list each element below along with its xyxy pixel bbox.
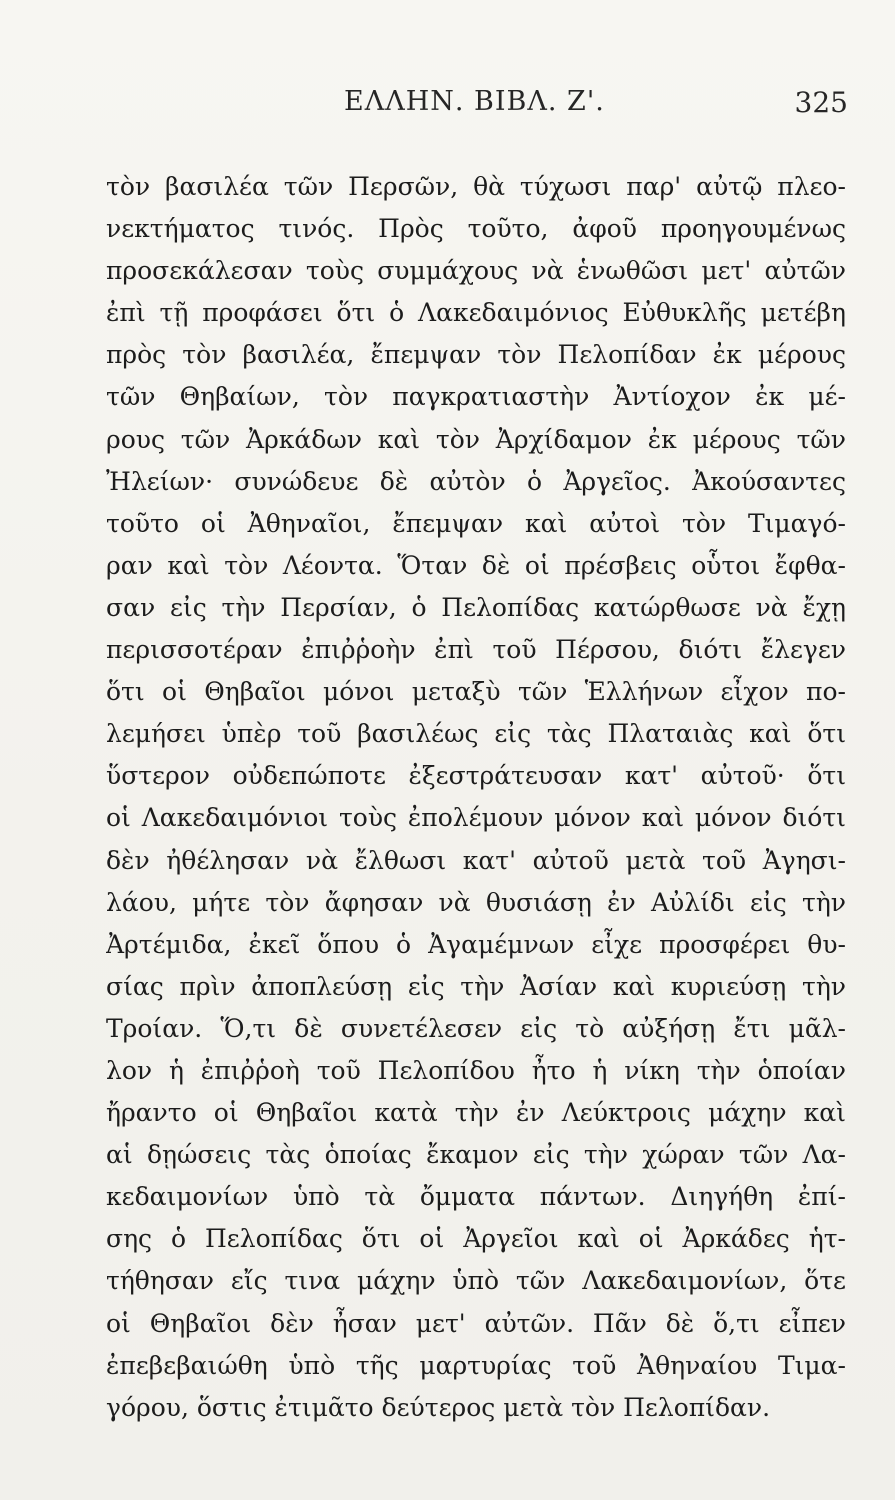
text-line: κεδαιμονίων ὑπὸ τὰ ὄμματα πάντων. Διηγήθη ἐπί- [106, 1182, 846, 1212]
text-line: λάου, μήτε τὸν ἄφησαν νὰ θυσιάσῃ ἐν Αὐλίδι εἰς τὴν [106, 887, 846, 917]
text-line: λεμήσει ὑπὲρ τοῦ βασιλέως εἰς τὰς Πλαταιὰς καὶ ὅτι [106, 719, 846, 749]
text-line: Ἠλείων· συνώδευε δὲ αὐτὸν ὁ Ἀργεῖος. Ἀκούσαντες [106, 466, 846, 496]
text-line: ἐπεβεβαιώθη ὑπὸ τῆς μαρτυρίας τοῦ Ἀθηναίου Τιμα- [106, 1350, 846, 1380]
text-line: σίας πρὶν ἀποπλεύσῃ εἰς τὴν Ἀσίαν καὶ κυριεύσῃ τὴν [106, 971, 846, 1001]
text-line: ὕστερον οὐδεπώποτε ἐξεστράτευσαν κατ' αὐτοῦ· ὅτι [106, 761, 846, 791]
text-line: πρὸς τὸν βασιλέα, ἔπεμψαν τὸν Πελοπίδαν ἐκ μέρους [106, 340, 846, 370]
text-line: Τροίαν. Ὅ,τι δὲ συνετέλεσεν εἰς τὸ αὐξήσῃ ἔτι μᾶλ- [106, 1013, 846, 1043]
text-line: δὲν ἠθέλησαν νὰ ἔλθωσι κατ' αὐτοῦ μετὰ τοῦ Ἀγησι- [106, 845, 846, 875]
text-line: οἱ Λακεδαιμόνιοι τοὺς ἐπολέμουν μόνον καὶ μόνον διότι [106, 803, 846, 833]
text-line: οἱ Θηβαῖοι δὲν ἦσαν μετ' αὐτῶν. Πᾶν δὲ ὅ,τι εἶπεν [106, 1308, 846, 1338]
text-line: τῶν Θηβαίων, τὸν παγκρατιαστὴν Ἀντίοχον ἐκ μέ- [106, 382, 846, 412]
text-line: ἤραντο οἱ Θηβαῖοι κατὰ τὴν ἐν Λεύκτροις μάχην καὶ [106, 1098, 846, 1128]
text-line: γόρου, ὅστις ἐτιμᾶτο δεύτερος μετὰ τὸν Πελοπίδαν. [106, 1392, 771, 1422]
text-line: προσεκάλεσαν τοὺς συμμάχους νὰ ἑνωθῶσι μετ' αὐτῶν [106, 256, 846, 286]
page-number: 325 [794, 86, 848, 119]
text-line: ραν καὶ τὸν Λέοντα. Ὅταν δὲ οἱ πρέσβεις οὗτοι ἔφθα- [106, 550, 846, 580]
text-line: αἱ δῃώσεις τὰς ὁποίας ἔκαμον εἰς τὴν χώραν τῶν Λα- [106, 1140, 846, 1170]
text-line: ρους τῶν Ἀρκάδων καὶ τὸν Ἀρχίδαμον ἐκ μέρους τῶν [106, 424, 846, 454]
text-line: τοῦτο οἱ Ἀθηναῖοι, ἔπεμψαν καὶ αὐτοὶ τὸν Τιμαγό- [106, 508, 846, 538]
body-text [106, 166, 846, 1429]
text-line: σαν εἰς τὴν Περσίαν, ὁ Πελοπίδας κατώρθωσε νὰ ἔχῃ [106, 592, 846, 622]
text-line: λον ἡ ἐπιῤῥοὴ τοῦ Πελοπίδου ἦτο ἡ νίκη τὴν ὁποίαν [106, 1055, 846, 1085]
text-line: τὸν βασιλέα τῶν Περσῶν, θὰ τύχωσι παρ' αὐτῷ πλεο- [106, 172, 846, 201]
text-line: περισσοτέραν ἐπιῤῥοὴν ἐπὶ τοῦ Πέρσου, διότι ἔλεγεν [106, 635, 846, 665]
text-line: Ἀρτέμιδα, ἐκεῖ ὅπου ὁ Ἀγαμέμνων εἶχε προσφέρει θυ- [106, 929, 846, 959]
text-line: ὅτι οἱ Θηβαῖοι μόνοι μεταξὺ τῶν Ἑλλήνων εἶχον πο- [106, 677, 846, 707]
text-line: τήθησαν εἴς τινα μάχην ὑπὸ τῶν Λακεδαιμονίων, ὅτε [106, 1266, 846, 1296]
text-line: σης ὁ Πελοπίδας ὅτι οἱ Ἀργεῖοι καὶ οἱ Ἀρκάδες ἡτ- [106, 1224, 846, 1254]
running-head [100, 86, 848, 126]
text-line: ἐπὶ τῇ προφάσει ὅτι ὁ Λακεδαιμόνιος Εὐθυκλῆς μετέβη [106, 298, 846, 328]
text-line: νεκτήματος τινός. Πρὸς τοῦτο, ἀφοῦ προηγουμένως [106, 214, 846, 244]
header-title: ΕΛΛΗΝ. ΒΙΒΛ. Ζ'. [344, 86, 605, 117]
